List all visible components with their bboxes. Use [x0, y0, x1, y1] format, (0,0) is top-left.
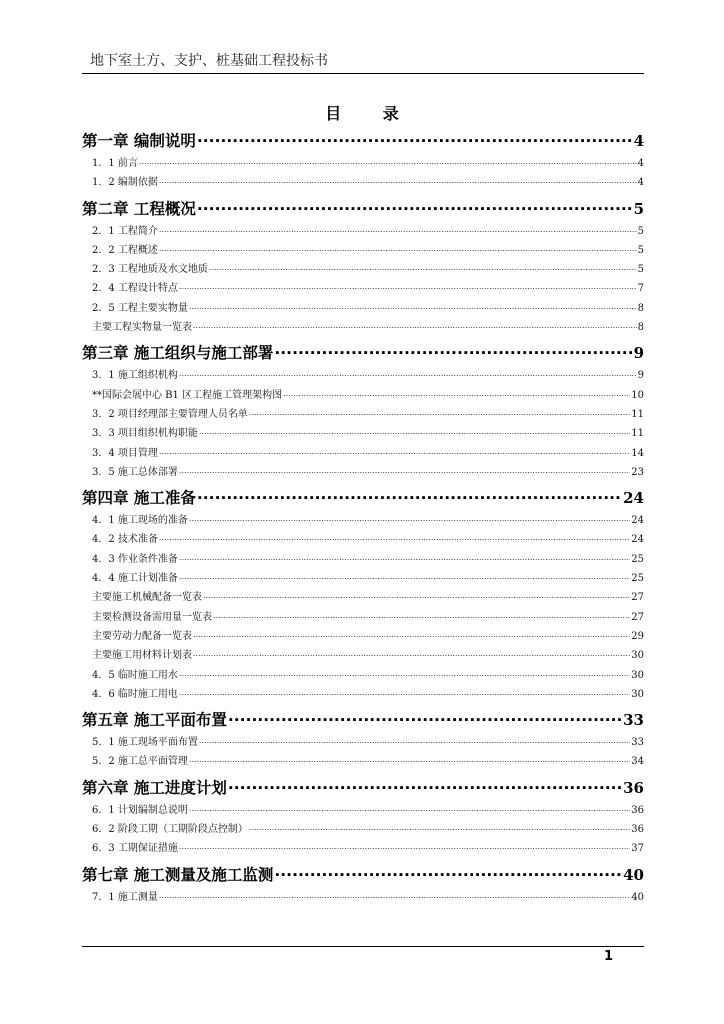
entry-page-number: 7: [637, 283, 644, 295]
toc-entry-line[interactable]: [82, 443, 644, 462]
entry-title: 主要工程实物量一览表: [92, 322, 192, 334]
chapter-page-number: 33: [623, 711, 644, 730]
entry-page-number: 30: [631, 669, 644, 681]
entry-page-number: 11: [631, 428, 644, 440]
toc-entry-line[interactable]: [82, 732, 644, 751]
entry-title: 2．1 工程简介: [92, 225, 158, 237]
toc-entry-line[interactable]: [82, 838, 644, 857]
dot-leader: [189, 800, 630, 813]
entry-title: 2．2 工程概述: [92, 244, 158, 256]
entry-page-number: 25: [631, 573, 644, 585]
entry-page-number: 14: [631, 447, 644, 459]
dot-leader: [283, 385, 630, 398]
entry-title: 1．1 前言: [92, 158, 138, 169]
dot-leader: [199, 732, 630, 745]
chapter-title: 第四章 施工准备: [82, 489, 196, 508]
dot-leader: [179, 684, 630, 697]
entry-page-number: 36: [631, 824, 644, 836]
toc-entry-line[interactable]: [82, 317, 644, 336]
entry-title: 2．5 工程主要实物量: [92, 302, 188, 314]
entry-page-number: 11: [631, 408, 644, 420]
entry-title: 主要劳动力配备一览表: [92, 630, 192, 642]
toc-entry-line[interactable]: [82, 259, 644, 278]
toc-entry-line[interactable]: [82, 278, 644, 297]
toc-chapter-line[interactable]: [82, 196, 644, 221]
entry-title: 1．2 编制依据: [92, 177, 158, 189]
toc-chapter-line[interactable]: [82, 775, 644, 800]
entry-page-number: 30: [631, 650, 644, 662]
dot-leader: [197, 485, 622, 503]
table-of-contents: [82, 124, 644, 906]
dot-leader: [228, 707, 622, 725]
entry-page-number: 34: [631, 756, 644, 768]
dot-leader: [179, 365, 637, 378]
toc-entry-line[interactable]: [82, 404, 644, 423]
chapter-title: 第三章 施工组织与施工部署: [82, 344, 274, 363]
entry-page-number: 23: [631, 466, 644, 478]
entry-title: 3．5 施工总体部署: [92, 466, 178, 478]
toc-entry-line[interactable]: [82, 549, 644, 568]
entry-title: 4．5 临时施工用水: [92, 669, 178, 681]
entry-title: 3．3 项目组织机构职能: [92, 428, 198, 440]
toc-entry-line[interactable]: [82, 423, 644, 442]
dot-leader: [179, 665, 630, 678]
entry-page-number: 5: [637, 264, 644, 276]
dot-leader: [189, 298, 637, 311]
toc-entry-line[interactable]: [82, 607, 644, 626]
chapter-page-number: 4: [633, 132, 644, 150]
toc-chapter-line[interactable]: [82, 707, 644, 732]
dot-leader: [179, 838, 630, 851]
dot-leader: [193, 626, 630, 639]
entry-page-number: 9: [637, 370, 644, 382]
entry-page-number: 5: [637, 225, 644, 237]
chapter-title: 第五章 施工平面布置: [82, 711, 227, 730]
entry-title: 4．1 施工现场的准备: [92, 515, 188, 527]
dot-leader: [274, 340, 632, 358]
dot-leader: [249, 404, 630, 417]
toc-entry-line[interactable]: [82, 587, 644, 606]
dot-leader: [197, 196, 633, 214]
entry-page-number: 10: [631, 389, 644, 401]
chapter-title: 第七章 施工测量及施工监测: [82, 865, 274, 884]
toc-entry-line[interactable]: [82, 153, 644, 172]
entry-page-number: 40: [631, 891, 644, 903]
entry-page-number: 8: [637, 322, 644, 334]
toc-entry-line[interactable]: [82, 751, 644, 770]
toc-entry-line[interactable]: [82, 684, 644, 703]
entry-title: 3．2 项目经理部主要管理人员名单: [92, 408, 248, 420]
toc-entry-line[interactable]: [82, 298, 644, 317]
entry-title: 4．3 作业条件准备: [92, 553, 178, 565]
dot-leader: [228, 775, 622, 793]
entry-title: 3．1 施工组织机构: [92, 370, 178, 382]
toc-entry-line[interactable]: [82, 626, 644, 645]
chapter-title: 第六章 施工进度计划: [82, 778, 227, 797]
chapter-page-number: 9: [633, 344, 644, 363]
toc-entry-line[interactable]: [82, 462, 644, 481]
entry-title: 2．3 工程地质及水文地质: [92, 264, 208, 276]
dot-leader: [193, 645, 630, 658]
dot-leader: [197, 128, 633, 146]
toc-entry-line[interactable]: [82, 568, 644, 587]
toc-chapter-line[interactable]: [82, 862, 644, 887]
entry-page-number: 37: [631, 843, 644, 855]
chapter-page-number: 24: [623, 489, 644, 508]
dot-leader: [159, 221, 637, 234]
toc-entry-line[interactable]: [82, 510, 644, 529]
entry-title: 6．2 阶段工期（工期阶段点控制）: [92, 824, 248, 836]
entry-title: **国际会展中心 B1 区工程施工管理架构图: [92, 389, 283, 401]
dot-leader: [159, 443, 630, 456]
entry-page-number: 27: [631, 611, 644, 623]
toc-entry-line[interactable]: [82, 529, 644, 548]
entry-page-number: 25: [631, 553, 644, 565]
dot-leader: [213, 607, 630, 620]
entry-page-number: 30: [631, 688, 644, 700]
entry-title: 5．1 施工现场平面布置: [92, 737, 198, 749]
dot-leader: [159, 240, 637, 253]
entry-title: 4．2 技术准备: [92, 534, 158, 546]
entry-page-number: 4: [637, 177, 644, 189]
dot-leader: [209, 259, 637, 272]
dot-leader: [249, 819, 630, 832]
entry-title: 4．6 临时施工用电: [92, 688, 178, 700]
dot-leader: [159, 887, 630, 900]
toc-entry-line[interactable]: [82, 172, 644, 191]
dot-leader: [189, 751, 630, 764]
header-divider: [82, 73, 644, 74]
dot-leader: [179, 549, 630, 562]
entry-page-number: 33: [631, 737, 644, 749]
dot-leader: [179, 462, 630, 475]
toc-entry-line[interactable]: [82, 645, 644, 664]
footer-divider: [82, 946, 644, 947]
chapter-page-number: 36: [623, 778, 644, 797]
entry-title: 6．1 计划编制总说明: [92, 804, 188, 816]
dot-leader: [179, 568, 630, 581]
entry-title: 3．4 项目管理: [92, 447, 158, 459]
entry-title: 7．1 施工测量: [92, 891, 158, 903]
chapter-page-number: 40: [623, 865, 644, 884]
dot-leader: [274, 862, 622, 880]
entry-page-number: 8: [637, 302, 644, 314]
entry-page-number: 29: [631, 630, 644, 642]
toc-entry-line[interactable]: [82, 365, 644, 384]
entry-title: 6．3 工期保证措施: [92, 843, 178, 855]
entry-title: 主要检测设备需用量一览表: [92, 611, 212, 623]
entry-page-number: 27: [631, 592, 644, 604]
dot-leader: [139, 153, 637, 166]
entry-title: 4．4 施工计划准备: [92, 573, 178, 585]
toc-chapter-line[interactable]: [82, 128, 644, 153]
dot-leader: [159, 172, 637, 185]
toc-entry-line[interactable]: [82, 665, 644, 684]
toc-entry-line[interactable]: [82, 887, 644, 906]
dot-leader: [203, 587, 630, 600]
toc-entry-line[interactable]: [82, 800, 644, 819]
toc-entry-line[interactable]: [82, 240, 644, 259]
dot-leader: [193, 317, 637, 330]
entry-title: 主要施工机械配备一览表: [92, 592, 202, 604]
entry-title: 5．2 施工总平面管理: [92, 756, 188, 768]
dot-leader: [159, 529, 630, 542]
toc-entry-line[interactable]: [82, 819, 644, 838]
toc-entry-line[interactable]: [82, 385, 644, 404]
dot-leader: [189, 510, 630, 523]
entry-title: 2．4 工程设计特点: [92, 283, 178, 295]
toc-entry-line[interactable]: [82, 221, 644, 240]
chapter-title: 第二章 工程概况: [82, 199, 196, 218]
running-header: 地下室土方、支护、桩基础工程投标书: [90, 53, 328, 69]
entry-page-number: 36: [631, 804, 644, 816]
entry-page-number: 5: [637, 244, 644, 256]
entry-page-number: 24: [631, 515, 644, 527]
dot-leader: [179, 278, 637, 291]
toc-title: 目 录: [325, 104, 417, 123]
entry-title: 主要施工用材料计划表: [92, 650, 192, 662]
entry-page-number: 24: [631, 534, 644, 546]
dot-leader: [199, 423, 630, 436]
entry-page-number: 4: [637, 158, 644, 169]
toc-chapter-line[interactable]: [82, 485, 644, 510]
chapter-title: 第一章 编制说明: [82, 132, 196, 150]
page-number: 1: [604, 949, 614, 964]
toc-chapter-line[interactable]: [82, 340, 644, 365]
chapter-page-number: 5: [633, 199, 644, 218]
